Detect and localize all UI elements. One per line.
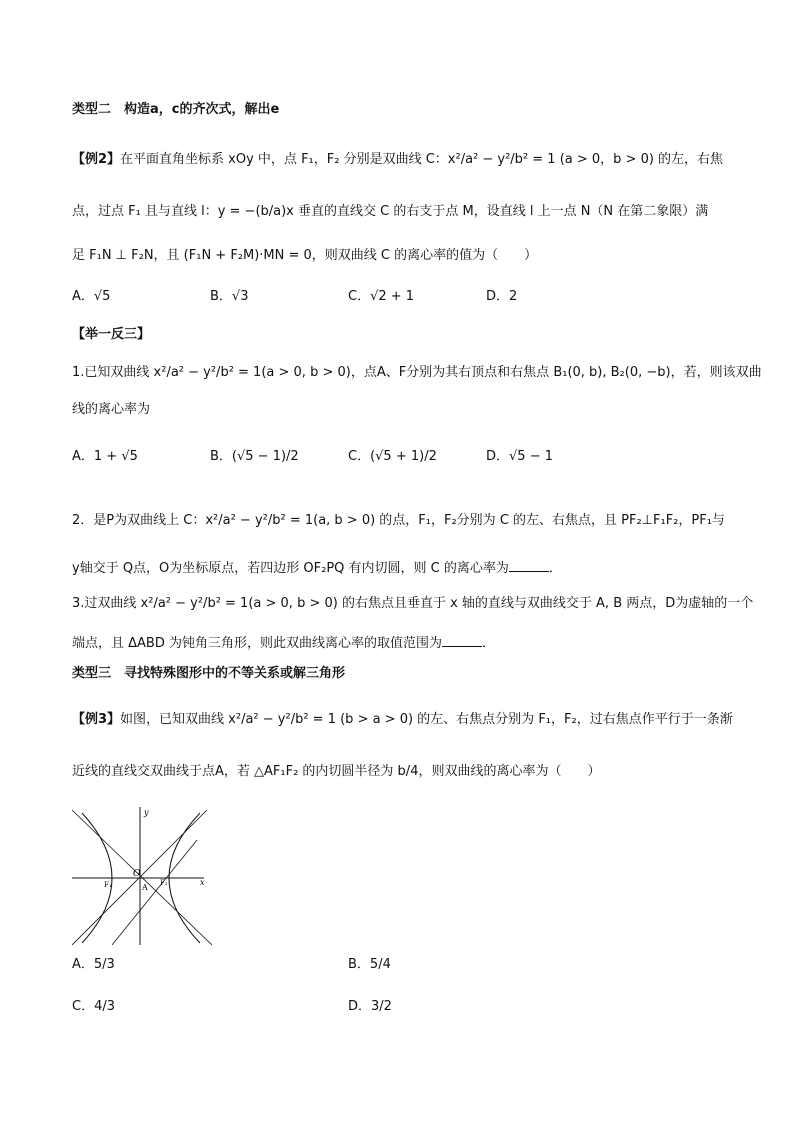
- example3-line1: [72, 710, 733, 730]
- q1-line1: 1.已知双曲线 x²/a² − y²/b² = 1(a > 0, b > 0)，点A、F分别为其右顶点和右焦点 B₁(0, b), B₂(0, −b)，若，则该双曲: [72, 365, 762, 380]
- example2-option-b: B．√3: [210, 289, 249, 304]
- example3-text-line1: 如图，已知双曲线 x²/a² − y²/b² = 1 (b > a > 0) 的左、右焦点分别为 F₁，F₂，过右焦点作平行于一条渐: [120, 712, 733, 727]
- section-title-type2: 类型二 构造a，c的齐次式，解出e: [72, 102, 280, 117]
- q1-option-d: D．√5 − 1: [486, 449, 553, 464]
- example2-line2: 点，过点 F₁ 且与直线 l：y = −(b/a)x 垂直的直线交 C 的右支于点 M，设直线 l 上一点 N（N 在第二象限）满: [72, 204, 709, 219]
- y-label: y: [144, 808, 149, 817]
- q1-line2: 线的离心率为: [72, 402, 151, 417]
- example3-option-a: A．5/3: [72, 957, 115, 972]
- point-a-label: A: [142, 883, 148, 892]
- q3-answer-blank: [442, 632, 482, 647]
- q2-text-line2: y轴交于 Q点，O为坐标原点，若四边形 OF₂PQ 有内切圆，则 C 的离心率为: [72, 561, 509, 576]
- example2-option-a: A．√5: [72, 289, 111, 304]
- hyperbola-figure: [72, 805, 212, 945]
- q1-option-b: B．(√5 − 1)/2: [210, 449, 299, 464]
- example2-line3: 足 F₁N ⊥ F₂N，且 (F₁N + F₂M)·MN = 0，则双曲线 C 的离心率的值为（ ）: [72, 248, 538, 263]
- example2-line1: [72, 150, 723, 170]
- q2-end: ．: [548, 561, 562, 576]
- origin-label: O: [133, 869, 141, 879]
- section-title-type3: 类型三 寻找特殊图形中的不等关系或解三角形: [72, 666, 346, 681]
- q1-option-c: C．(√5 + 1)/2: [348, 449, 437, 464]
- q2-line1: 2．是P为双曲线上 C：x²/a² − y²/b² = 1(a, b > 0) 的点，F₁，F₂分别为 C 的左、右焦点，且 PF₂⊥F₁F₂，PF₁与: [72, 513, 725, 528]
- q2-line2: [72, 557, 562, 579]
- example3-option-d: D．3/2: [348, 999, 392, 1014]
- q3-line1: 3.过双曲线 x²/a² − y²/b² = 1(a > 0, b > 0) 的右焦点且垂直于 x 轴的直线与双曲线交于 A, B 两点，D为虚轴的一个: [72, 596, 754, 611]
- example3-option-c: C．4/3: [72, 999, 115, 1014]
- q3-end: ．: [481, 636, 495, 651]
- example3-tag: 【例3】: [72, 712, 121, 727]
- x-label: x: [200, 878, 205, 887]
- f2-label: F₂: [160, 879, 168, 887]
- f1-label: F₁: [104, 881, 112, 889]
- example3-option-b: B．5/4: [348, 957, 391, 972]
- q2-answer-blank: [509, 557, 549, 572]
- example2-option-c: C．√2 + 1: [348, 289, 415, 304]
- q3-text-line2: 端点，且 ΔABD 为钝角三角形，则此双曲线离心率的取值范围为: [72, 636, 442, 651]
- example2-tag: 【例2】: [72, 152, 121, 167]
- example2-text-line1: 在平面直角坐标系 xOy 中，点 F₁，F₂ 分别是双曲线 C：x²/a² − y²/b² = 1 (a > 0，b > 0) 的左，右焦: [120, 152, 724, 167]
- example2-option-d: D．2: [486, 289, 518, 304]
- example3-line2: 近线的直线交双曲线于点A，若 △AF₁F₂ 的内切圆半径为 b/4，则双曲线的离心率为（ ）: [72, 764, 601, 779]
- q3-line2: [72, 632, 495, 654]
- q1-option-a: A．1 + √5: [72, 449, 138, 464]
- practice-title: 【举一反三】: [72, 327, 151, 342]
